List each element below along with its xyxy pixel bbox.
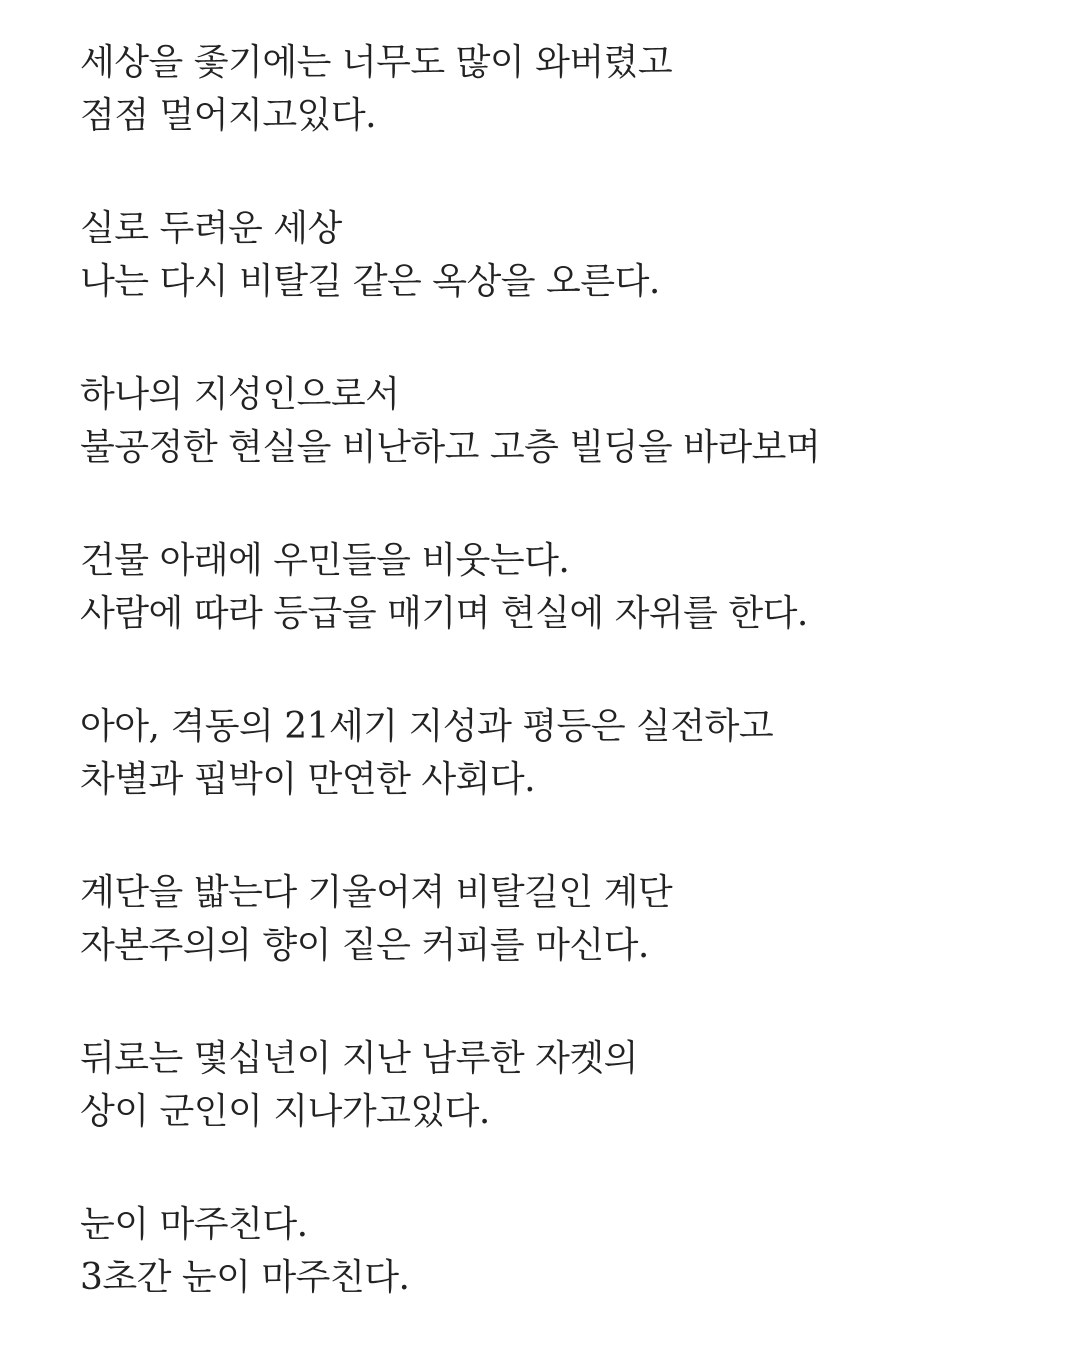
poem-line: 실로 두려운 세상 xyxy=(80,208,342,249)
poem-line: 나는 다시 비탈길 같은 옥상을 오른다. xyxy=(80,261,660,302)
stanza-8 xyxy=(80,1198,1040,1304)
poem-line: 차별과 핍박이 만연한 사회다. xyxy=(80,759,536,800)
poem-line: 상이 군인이 지나가고있다. xyxy=(80,1091,490,1132)
stanza-5 xyxy=(80,700,1040,806)
stanza-7 xyxy=(80,1032,1040,1138)
poem-line: 사람에 따라 등급을 매기며 현실에 자위를 한다. xyxy=(80,593,808,634)
poem-line: 불공정한 현실을 비난하고 고층 빌딩을 바라보며 xyxy=(80,427,821,468)
poem-line: 자본주의의 향이 짙은 커피를 마신다. xyxy=(80,925,649,966)
stanza-2 xyxy=(80,202,1040,308)
poem-line: 3초간 눈이 마주친다. xyxy=(80,1257,410,1298)
poem-line: 점점 멀어지고있다. xyxy=(80,95,377,136)
poem-line: 계단을 밟는다 기울어져 비탈길인 계단 xyxy=(80,872,673,913)
stanza-3 xyxy=(80,368,1040,474)
poem-body xyxy=(80,36,1040,1364)
poem-line: 눈이 마주친다. xyxy=(80,1204,308,1245)
poem-line: 뒤로는 몇십년이 지난 남루한 자켓의 xyxy=(80,1038,638,1079)
poem-line: 아아, 격동의 21세기 지성과 평등은 실전하고 xyxy=(80,706,774,747)
poem-line: 하나의 지성인으로서 xyxy=(80,374,400,415)
poem-line: 건물 아래에 우민들을 비웃는다. xyxy=(80,540,570,581)
stanza-6 xyxy=(80,866,1040,972)
stanza-4 xyxy=(80,534,1040,640)
stanza-1 xyxy=(80,36,1040,142)
poem-line: 세상을 좇기에는 너무도 많이 와버렸고 xyxy=(80,42,673,83)
